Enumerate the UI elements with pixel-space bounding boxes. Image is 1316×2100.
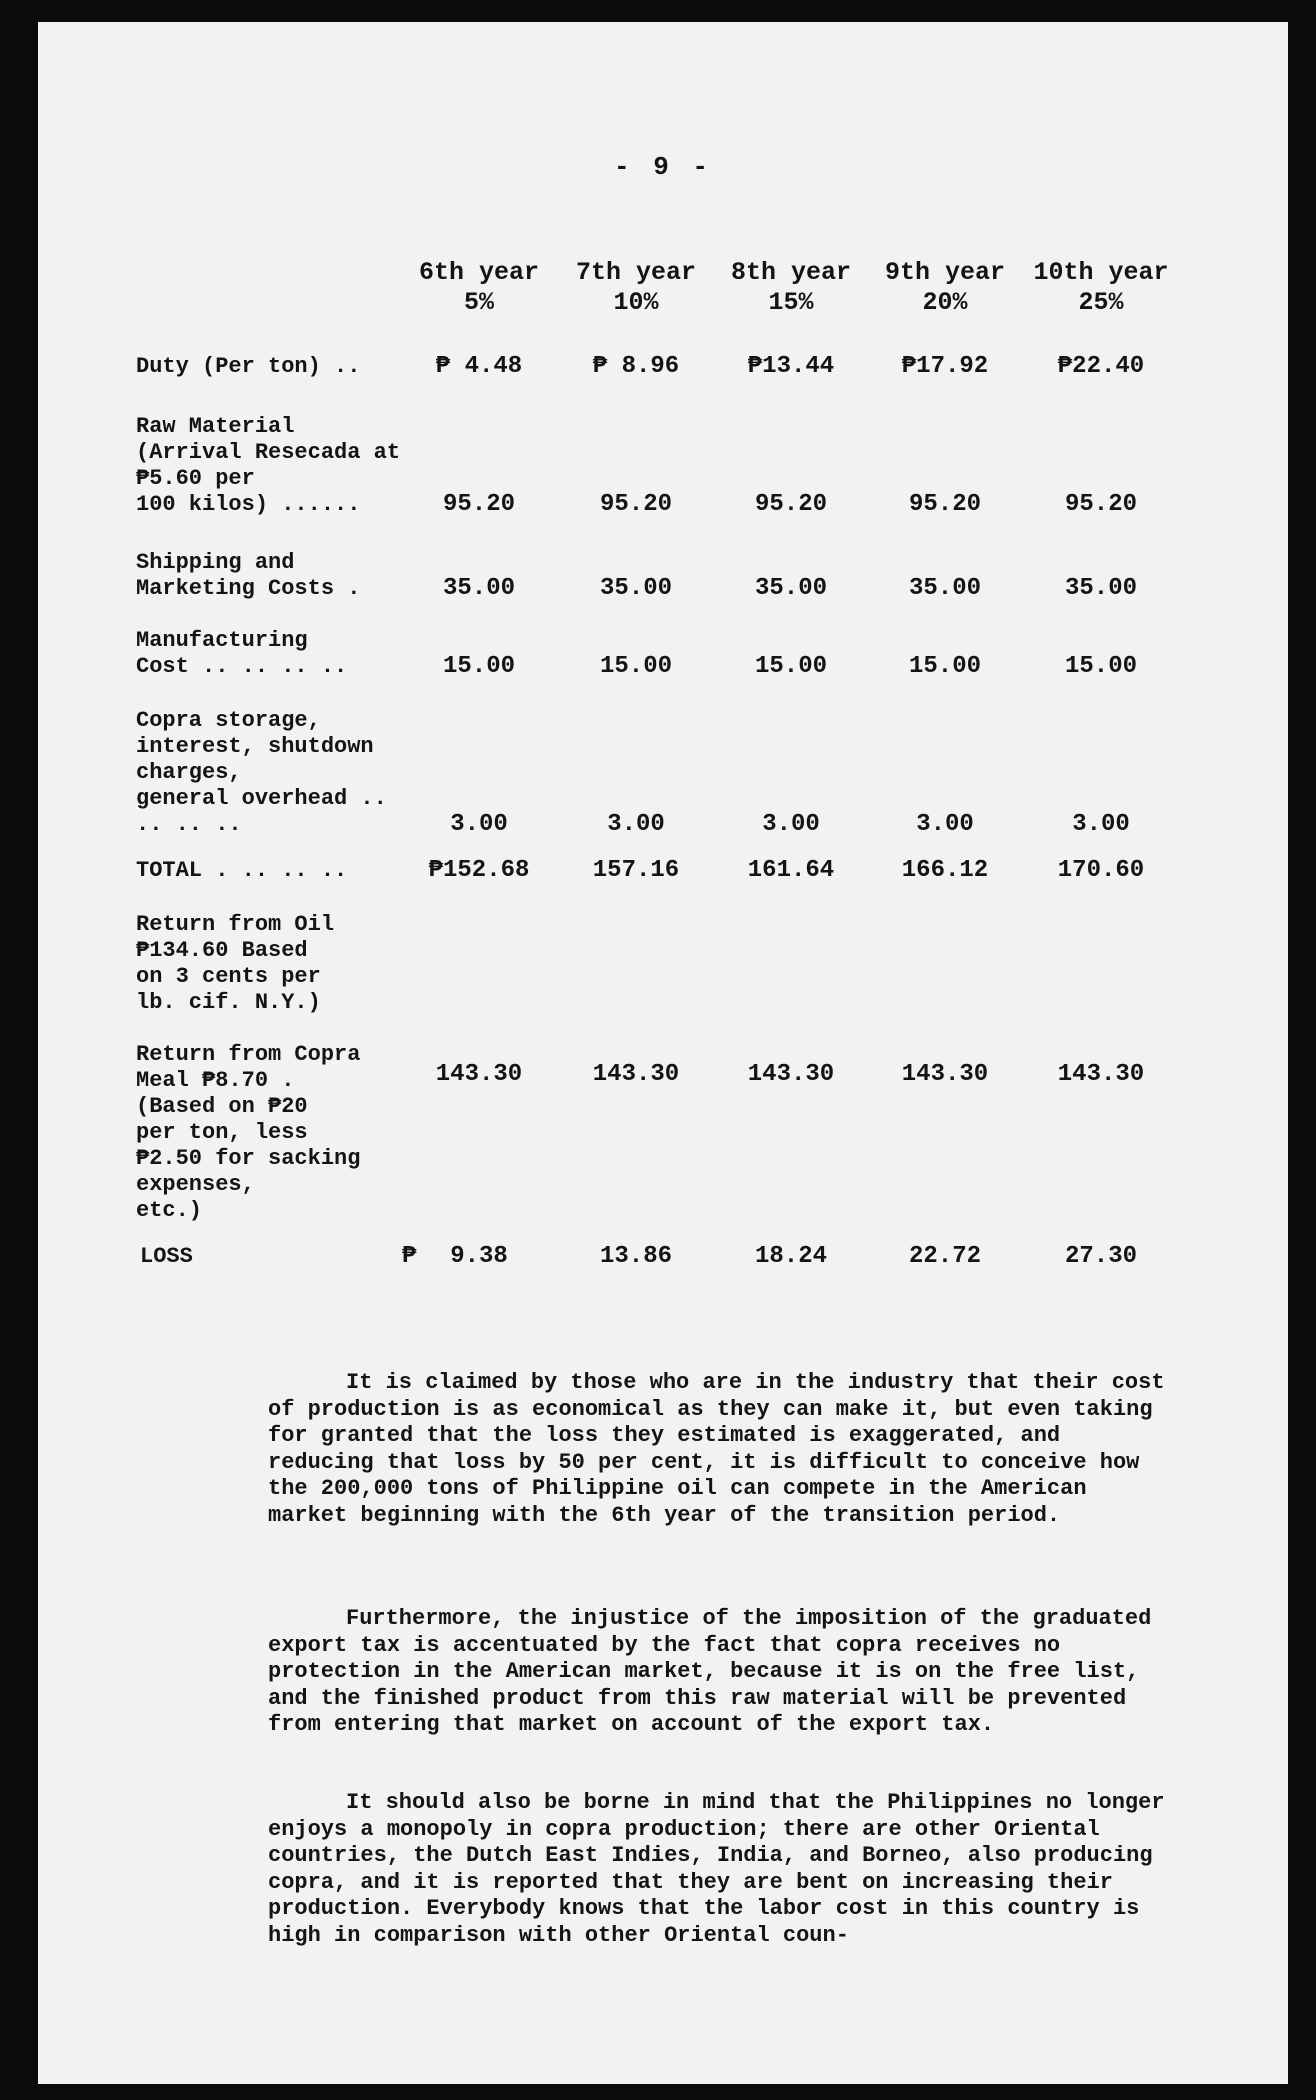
- paragraph-text: It should also be borne in mind that the Philippines no longer enjoys a monopoly in copra production; there are other Oriental countries, the Dutch East Indies, India, and Borneo, also producing copra, and it is reported that they are bent on increasing their production. Everybody knows that the labor cost in this country is high in comparison with other Oriental coun-: [268, 1790, 1165, 1948]
- row-label: Return from Oil ₱134.60 Based on 3 cents per lb. cif. N.Y.): [136, 912, 335, 1015]
- cell-value: 143.30: [435, 1061, 523, 1088]
- page-number: - 9 -: [613, 152, 712, 182]
- cell-value: 95.20: [1064, 491, 1137, 518]
- cell-value: 35.00: [442, 575, 515, 602]
- cell-value: 15.00: [1064, 653, 1137, 680]
- cell-value: 3.00: [450, 811, 508, 838]
- cell-value: 95.20: [754, 491, 827, 518]
- year-header-6th: 6th year 5%: [418, 258, 540, 317]
- cell-value: 15.00: [908, 653, 981, 680]
- cell-value: 9.38: [450, 1243, 508, 1270]
- cell-value: 3.00: [607, 811, 665, 838]
- cell-value: 3.00: [916, 811, 974, 838]
- cell-value: 27.30: [1064, 1243, 1137, 1270]
- cell-value: 166.12: [901, 857, 989, 884]
- year-header-8th: 8th year 15%: [730, 258, 852, 317]
- paragraph-3: [268, 1790, 1178, 1949]
- cell-value: 143.30: [901, 1061, 989, 1088]
- year-header-7th: 7th year 10%: [575, 258, 697, 317]
- cell-value: 35.00: [908, 575, 981, 602]
- cell-value: 95.20: [908, 491, 981, 518]
- cell-value: ₱13.44: [747, 353, 835, 380]
- cell-value: 143.30: [592, 1061, 680, 1088]
- cell-value: 170.60: [1057, 857, 1145, 884]
- row-label: TOTAL . .. .. ..: [136, 858, 348, 883]
- cell-value: 3.00: [762, 811, 820, 838]
- paragraph-text: It is claimed by those who are in the industry that their cost of production is as economical as they can make it, but even taking for granted that the loss they estimated is exaggerated, and reducing that loss by 50 per cent, it is difficult to conceive how the 200,000 tons of Philippine oil can compete in the American market beginning with the 6th year of the transition period.: [268, 1370, 1165, 1528]
- cell-value: 3.00: [1072, 811, 1130, 838]
- cell-value: 18.24: [754, 1243, 827, 1270]
- paragraph-1: [268, 1370, 1178, 1529]
- row-label: Shipping and Marketing Costs .: [136, 550, 361, 601]
- peso-sign: ₱: [402, 1243, 417, 1270]
- cell-value: 35.00: [1064, 575, 1137, 602]
- cell-value: ₱22.40: [1057, 353, 1145, 380]
- cell-value: ₱17.92: [901, 353, 989, 380]
- cell-value: ₱ 4.48: [435, 353, 523, 380]
- cell-value: 35.00: [599, 575, 672, 602]
- row-label: Return from Copra Meal ₱8.70 . (Based on ₱20 per ton, less ₱2.50 for sacking expenses, etc.): [136, 1042, 361, 1223]
- cell-value: ₱152.68: [428, 857, 530, 884]
- year-header-10th: 10th year 25%: [1033, 258, 1169, 317]
- row-label: Raw Material (Arrival Resecada at ₱5.60 per 100 kilos) ......: [136, 414, 401, 517]
- row-label: LOSS: [140, 1244, 193, 1269]
- cell-value: 157.16: [592, 857, 680, 884]
- cell-value: 143.30: [747, 1061, 835, 1088]
- document-page: [38, 22, 1288, 2084]
- row-label: Copra storage, interest, shutdown charges, general overhead .. .. .. ..: [136, 708, 387, 837]
- cell-value: 15.00: [754, 653, 827, 680]
- cell-value: ₱ 8.96: [592, 353, 680, 380]
- cell-value: 143.30: [1057, 1061, 1145, 1088]
- cell-value: 161.64: [747, 857, 835, 884]
- cell-value: 95.20: [599, 491, 672, 518]
- year-header-9th: 9th year 20%: [884, 258, 1006, 317]
- paragraph-text: Furthermore, the injustice of the imposition of the graduated export tax is accentuated by the fact that copra receives no protection in the American market, because it is on the free list, and the finished product from this raw material will be prevented from entering that market on account of the export tax.: [268, 1606, 1152, 1737]
- cell-value: 95.20: [442, 491, 515, 518]
- cell-value: 22.72: [908, 1243, 981, 1270]
- paragraph-2: [268, 1606, 1178, 1739]
- cell-value: 15.00: [442, 653, 515, 680]
- row-label: Duty (Per ton) ..: [136, 354, 361, 379]
- row-label: Manufacturing Cost .. .. .. ..: [136, 628, 348, 679]
- cell-value: 35.00: [754, 575, 827, 602]
- cell-value: 13.86: [599, 1243, 672, 1270]
- cell-value: 15.00: [599, 653, 672, 680]
